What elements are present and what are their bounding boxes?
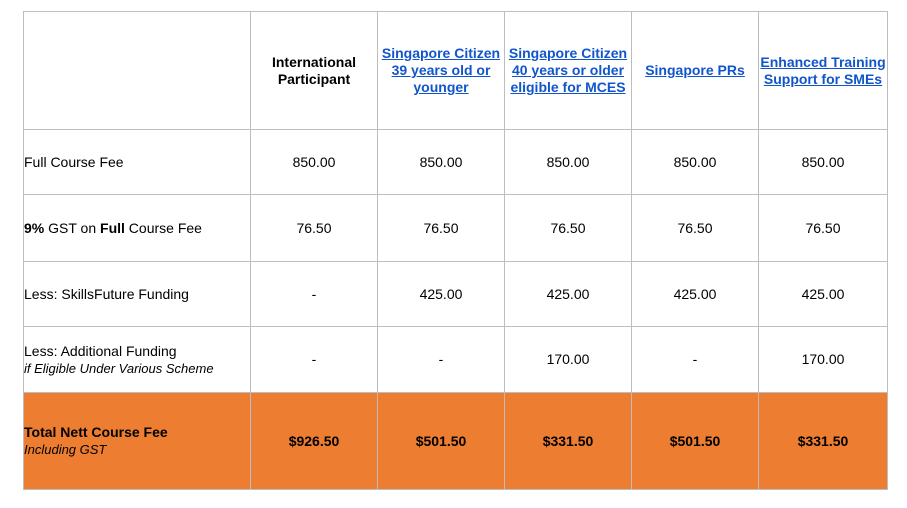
- table-cell: -: [378, 327, 505, 393]
- table-cell: 425.00: [759, 262, 888, 327]
- header-link-citizen-40-and-older[interactable]: Singapore Citizen 40 years or older eligible for MCES: [508, 45, 628, 95]
- row-label-main: Total Nett Course Fee: [24, 424, 168, 440]
- header-link-singapore-prs[interactable]: Singapore PRs: [645, 62, 745, 78]
- table-cell: $331.50: [505, 393, 632, 490]
- header-corner-cell: [24, 12, 251, 130]
- table-cell: -: [251, 262, 378, 327]
- row-label: [24, 393, 251, 490]
- header-link-enhanced-training-support[interactable]: Enhanced Training Support for SMEs: [760, 53, 886, 87]
- table-cell: 76.50: [378, 195, 505, 262]
- table-row-full-course-fee: [24, 130, 888, 195]
- table-cell: 425.00: [378, 262, 505, 327]
- table-cell: 76.50: [759, 195, 888, 262]
- row-label: Less: SkillsFuture Funding: [24, 262, 251, 327]
- table-cell: $501.50: [632, 393, 759, 490]
- table-cell: 170.00: [759, 327, 888, 393]
- table-cell: 850.00: [378, 130, 505, 195]
- row-label: [24, 195, 251, 262]
- table-cell: $501.50: [378, 393, 505, 490]
- table-cell: 425.00: [632, 262, 759, 327]
- table-cell: $331.50: [759, 393, 888, 490]
- table-row-skillsfuture-funding: [24, 262, 888, 327]
- table-row-additional-funding: [24, 327, 888, 393]
- table-cell: 850.00: [632, 130, 759, 195]
- row-label-main: Less: Additional Funding: [24, 342, 177, 359]
- row-label: [24, 327, 251, 393]
- table-cell: -: [251, 327, 378, 393]
- table-cell: 850.00: [505, 130, 632, 195]
- header-link-citizen-39-and-younger[interactable]: Singapore Citizen 39 years old or younger: [381, 45, 501, 95]
- header-citizen-40-and-older: [505, 12, 632, 130]
- header-international-participant: [251, 12, 378, 130]
- table-cell: 425.00: [505, 262, 632, 327]
- gst-label-part: GST on: [44, 219, 101, 236]
- table-cell: -: [632, 327, 759, 393]
- table-cell: $926.50: [251, 393, 378, 490]
- table-cell: 850.00: [251, 130, 378, 195]
- header-citizen-39-and-younger: [378, 12, 505, 130]
- gst-percent: 9%: [24, 219, 45, 236]
- table-cell: 76.50: [505, 195, 632, 262]
- row-label-sub: if Eligible Under Various Scheme: [24, 360, 214, 376]
- table-cell: 170.00: [505, 327, 632, 393]
- table-cell: 850.00: [759, 130, 888, 195]
- table-row-gst: [24, 195, 888, 262]
- row-label: Full Course Fee: [24, 130, 251, 195]
- course-fee-table: [23, 11, 888, 490]
- table-cell: 76.50: [632, 195, 759, 262]
- gst-label-part: Course Fee: [124, 219, 202, 236]
- gst-label-bold: Full: [100, 219, 125, 236]
- header-singapore-prs: [632, 12, 759, 130]
- table-cell: 76.50: [251, 195, 378, 262]
- header-row: [24, 12, 888, 130]
- row-label-sub: Including GST: [24, 442, 107, 457]
- header-enhanced-training-support: [759, 12, 888, 130]
- table-row-total-nett-fee: [24, 393, 888, 490]
- header-label: International Participant: [271, 53, 356, 87]
